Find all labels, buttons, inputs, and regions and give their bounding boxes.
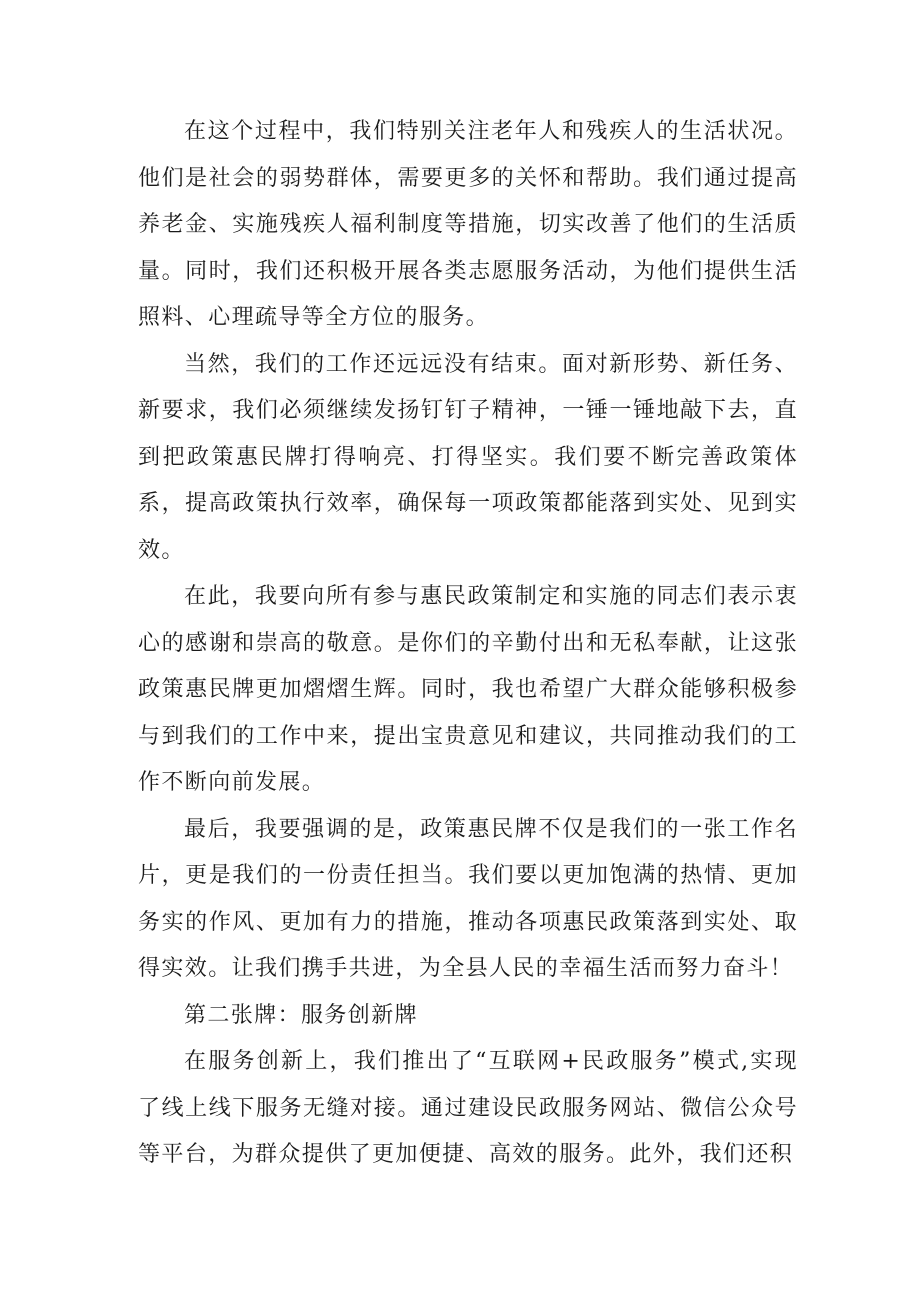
- paragraph-service-innovation: 在服务创新上，我们推出了“互联网+民政服务”模式,实现了线上线下服务无缝对接。通过建设民政服务网站、微信公众号等平台，为群众提供了更加便捷、高效的服务。此外，我们还积: [138, 1049, 798, 1167]
- section-heading: 第二张牌：服务创新牌: [184, 1002, 419, 1028]
- paragraph-conclusion: 最后，我要强调的是，政策惠民牌不仅是我们的一张工作名片，更是我们的一份责任担当。我们要以更加饱满的热情、更加务实的作风、更加有力的措施，推动各项惠民政策落到实处、取得实效。让我们携手共进，为全县人民的幸福生活而努力奋斗！: [138, 816, 798, 981]
- paragraph-work-not-finished: 当然，我们的工作还远远没有结束。面对新形势、新任务、新要求，我们必须继续发扬钉钉子精神，一锤一锤地敲下去，直到把政策惠民牌打得响亮、打得坚实。我们要不断完善政策体系，提高政策执行效率，确保每一项政策都能落到实处、见到实效。: [138, 351, 798, 563]
- paragraph-gratitude: 在此，我要向所有参与惠民政策制定和实施的同志们表示衷心的感谢和崇高的敬意。是你们的辛勤付出和无私奉献，让这张政策惠民牌更加熠熠生辉。同时，我也希望广大群众能够积极参与到我们的工作中来，提出宝贵意见和建议，共同推动我们的工作不断向前发展。: [138, 584, 798, 795]
- document-body: [138, 109, 798, 1179]
- paragraph-elderly-disabled: 在这个过程中，我们特别关注老年人和残疾人的生活状况。他们是社会的弱势群体，需要更多的关怀和帮助。我们通过提高养老金、实施残疾人福利制度等措施，切实改善了他们的生活质量。同时，我们还积极开展各类志愿服务活动，为他们提供生活照料、心理疏导等全方位的服务。: [138, 119, 798, 330]
